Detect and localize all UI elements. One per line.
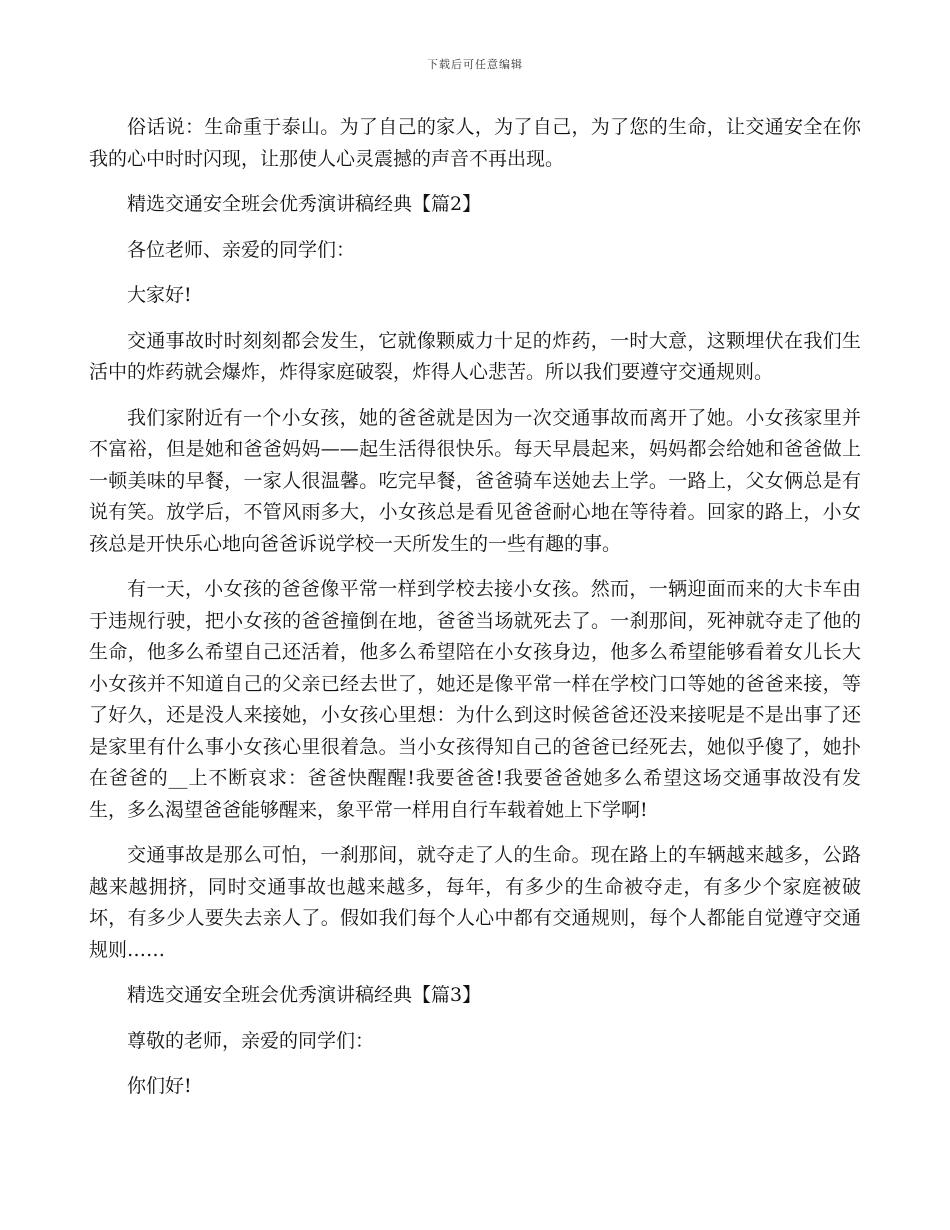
paragraph: 我们家附近有一个小女孩，她的爸爸就是因为一次交通事故而离开了她。小女孩家里并不富裕，但是她和爸爸妈妈——起生活得很快乐。每天早晨起来，妈妈都会给她和爸爸做上一顿美味的早餐，一家人很温馨。吃完早餐，爸爸骑车送她去上学。一路上，父女俩总是有说有笑。放学后，不管风雨多大，小女孩总是看见爸爸耐心地在等待着。回家的路上，小女孩总是开快乐心地向爸爸诉说学校一天所发生的一些有趣的事。	[89, 406, 861, 555]
salutation: 尊敬的老师，亲爱的同学们：	[127, 1029, 375, 1052]
greeting: 大家好!	[127, 284, 192, 306]
paragraph: 交通事故时时刻刻都会发生，它就像颗威力十足的炸药，一时大意，这颗埋伏在我们生活中的炸药就会爆炸，炸得家庭破裂，炸得人心悲苦。所以我们要遵守交通规则。	[89, 329, 861, 383]
paragraph: 交通事故是那么可怕，一刹那间，就夺走了人的生命。现在路上的车辆越来越多，公路越来越拥挤，同时交通事故也越来越多，每年，有多少的生命被夺走，有多少个家庭被破坏，有多少人要失去亲人了。假如我们每个人心中都有交通规则，每个人都能自觉遵守交通规则……	[89, 844, 861, 961]
document-body	[89, 112, 861, 1117]
section-heading-2: 精选交通安全班会优秀演讲稿经典【篇2】	[127, 193, 482, 215]
greeting: 你们好!	[127, 1075, 192, 1097]
section-heading-3: 精选交通安全班会优秀演讲稿经典【篇3】	[127, 984, 482, 1006]
header-note: 下载后可任意编辑	[427, 58, 523, 71]
paragraph: 有一天，小女孩的爸爸像平常一样到学校去接小女孩。然而，一辆迎面而来的大卡车由于违规行驶，把小女孩的爸爸撞倒在地，爸爸当场就死去了。一刹那间，死神就夺走了他的生命，他多么希望自己还活着，他多么希望陪在小女孩身边，他多么希望能够看着女儿长大小女孩并不知道自己的父亲已经去世了，她还是像平常一样在学校门口等她的爸爸来接，等了好久，还是没人来接她，小女孩心里想：为什么到这时候爸爸还没来接呢是不是出事了还是家里有什么事小女孩心里很着急。当小女孩得知自己的爸爸已经死去，她似乎傻了，她扑在爸爸的__上不断哀求：爸爸快醒醒!我要爸爸!我要爸爸她多么希望这场交通事故没有发生，多么渴望爸爸能够醒来，象平常一样用自行车载着她上下学啊!	[89, 578, 861, 821]
salutation: 各位老师、亲爱的同学们：	[127, 238, 356, 261]
paragraph-intro-conclusion: 俗话说：生命重于泰山。为了自己的家人，为了自己，为了您的生命，让交通安全在你我的心中时时闪现，让那使人心灵震撼的声音不再出现。	[89, 116, 861, 170]
